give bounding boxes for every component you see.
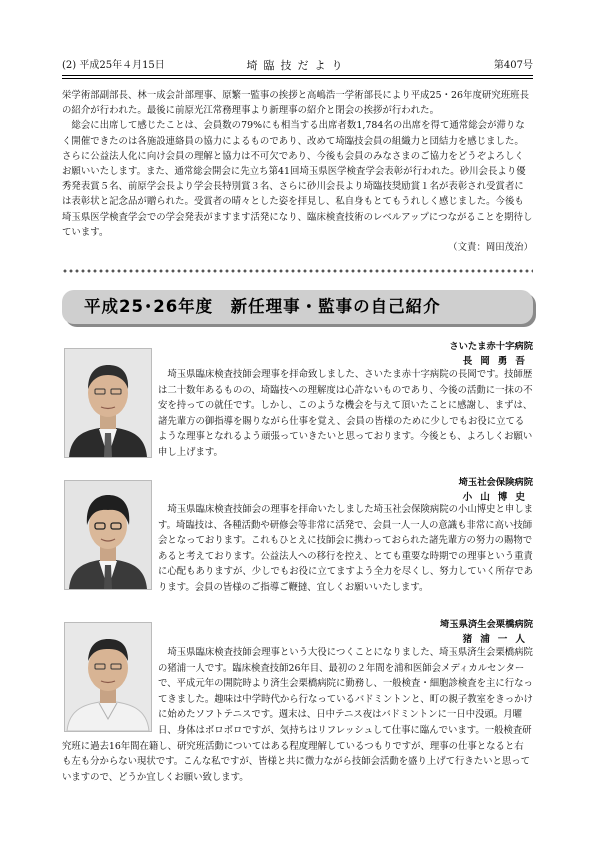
profile-name: 長岡勇吾 bbox=[462, 356, 533, 367]
bio-text-part: 埼玉県臨床検査技師会理事という大役につくことになりました、埼玉県済生会栗橋病院の猪浦一人です。臨床検査技師26年目、最初の２年間を浦和医師会メディカルセンターで、平成元年の開院時より済生会栗橋病院に勤務し、一般検査・細胞診検査を主に行なってきました。趣味は中学時代から行なっているバドミントンと、町の親子教室をきっかけに始めたソフトテニスです。週末は、日中テニス夜はバドミントンに一日中没頭。月曜日、身体はボロボロですが、気持ちはリフレッシュして仕事に臨んでいます。一般検査研究班に過去16年間在籍し、研究班活動についてはある程度理解しているつもりですが、理事の仕事となると右も左も分からない現状です。こんな私ですが、皆様と共に微力ながら技師会活動を盛り上げて行きたいと思っていますので、どうか宜しくお願い致します。 bbox=[62, 647, 533, 783]
report-paragraph: 総会に出席して感じたことは、会員数の79%にも相当する出席者数1,784名の出席を得て通常総会が滞りなく開催できたのは各施設連絡員の協力によるものであり、改めて埼臨技会員の組織力と団結力を感じました。さらに公益法人化に向け会員の理解と協力は不可欠であり、今後も会員のみなさまのご協力をどうぞよろしくお願いいたします。また、通常総会開会に先立ち第41回埼玉県医学検査学会表彰が行われた。砂川会長より優秀発表賞５名、前原学会長より学会長特別賞３名、さらに砂川会長より埼臨技奨励賞１名が表彰され受賞者には表彰状と記念品が贈られた。受賞者の晴々とした姿を拝見し、私自身もとてもうれしく感じました。今後も埼玉県医学検査学会での学会発表がますます活発になり、臨床検査技術のレベルアップにつながることを期待しています。 bbox=[62, 120, 533, 238]
newsletter-title: 埼臨技だより bbox=[246, 59, 349, 72]
issue-number: 第407号 bbox=[493, 60, 533, 71]
profile-bio-top bbox=[62, 645, 533, 785]
profile-bio bbox=[62, 502, 533, 596]
meeting-report bbox=[62, 88, 533, 255]
page-header bbox=[62, 58, 533, 74]
section-banner bbox=[62, 290, 533, 324]
report-paragraph: 栄学術部副部長、林一成会計部理事、原繁一監事の挨拶と高嶋浩一学術部長により平成25・26年度研究班班長の紹介が行われた。最後に前原光江常務理事より新理事の紹介と閉会の挨拶が行われた。 bbox=[62, 90, 530, 117]
header-rule-top bbox=[62, 75, 533, 76]
profile-bio bbox=[62, 367, 533, 461]
bio-text: 埼玉県臨床検査技師会理事を拝命致しました、さいたま赤十字病院の長岡です。技師歴は二十数年あるものの、埼臨技への理解度は心許ないものであり、今後の活動に一抹の不安を持っての就任です。しかし、このような機会を与えて頂いたことに感謝し、まずは、諸先輩方の御指導を賜りながら仕事を覚え、会員の皆様のために少しでもお役に立てるような理事となれるよう頑張っていきたいと思っております。今後とも、よろしくお願い申し上げます。 bbox=[158, 369, 533, 458]
issue-date: (2) 平成25年４月15日 bbox=[62, 60, 165, 71]
wrap-spacer bbox=[62, 502, 158, 590]
wrap-spacer bbox=[62, 367, 158, 458]
dotted-divider bbox=[62, 268, 533, 274]
section-title: 平成25･26年度 新任理事・監事の自己紹介 bbox=[84, 297, 441, 316]
profile-name: 小山博史 bbox=[462, 492, 533, 503]
bio-text: 埼玉県臨床検査技師会の理事を拝命いたしました埼玉社会保険病院の小山博史と申します。埼臨技は、各種活動や研修会等非常に活発で、会員一人一人の意識も非常に高い技師会となっております。これもひとえに技師会に携わっておられた諸先輩方の努力の賜物であると考えております。公益法人への移行を控え、とても重要な時期での理事という重責に心配もありますが、少しでもお役に立てますよう全力を尽くし、努力していく所存であります。会員の皆様のご指導ご鞭撻、宜しくお願いいたします。 bbox=[158, 504, 534, 593]
report-credit: （文責：岡田茂治） bbox=[448, 242, 533, 254]
header-rule-bottom bbox=[62, 78, 533, 79]
profile-affiliation: 埼玉県済生会栗橋病院 bbox=[440, 619, 533, 630]
wrap-spacer bbox=[62, 645, 158, 732]
profile-affiliation: 埼玉社会保険病院 bbox=[458, 477, 533, 488]
profile-name: 猪浦一人 bbox=[462, 634, 533, 645]
profile-affiliation: さいたま赤十字病院 bbox=[449, 341, 533, 352]
